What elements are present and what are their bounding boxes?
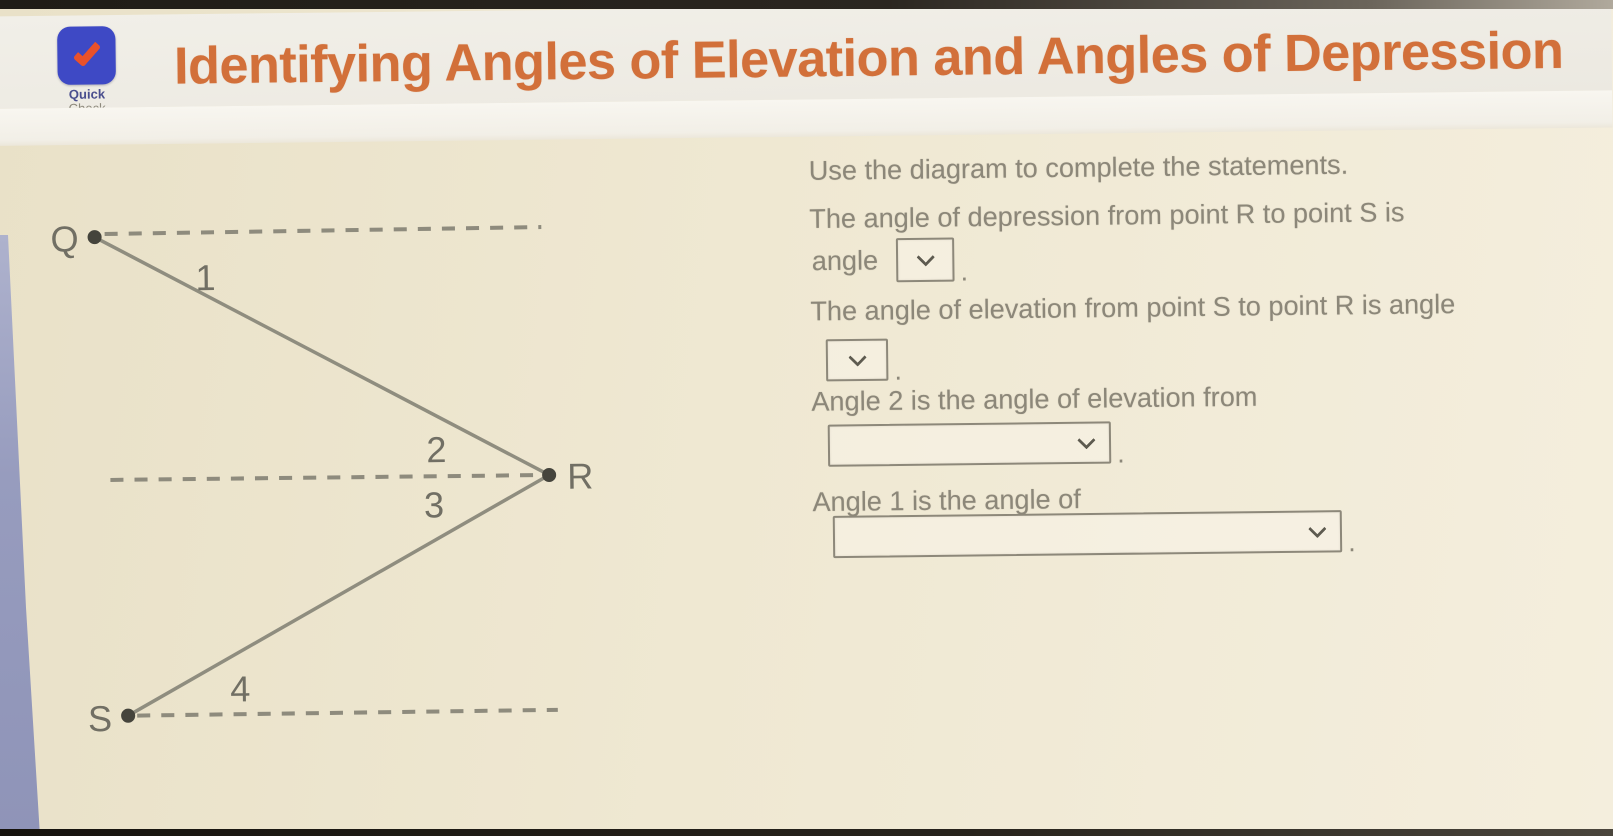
statement-2-period: .: [894, 355, 903, 386]
statement-2-answer-row: [826, 338, 903, 386]
angles-diagram: [33, 139, 663, 799]
checkmark-icon: [72, 38, 100, 68]
statement-3-answer-row: [828, 421, 1125, 467]
point-r-label: R: [566, 455, 594, 497]
statement-1-prefix: angle: [811, 244, 879, 276]
chevron-down-icon: [1077, 431, 1095, 449]
statement-2-text: The angle of elevation from point S to point R is angle: [810, 288, 1456, 327]
chevron-down-icon: [1308, 519, 1326, 537]
point-q-label: Q: [50, 218, 79, 260]
statement-4-answer-row: [833, 510, 1356, 558]
angle-of-elevation-select[interactable]: [826, 339, 889, 382]
point-s-dot: [121, 709, 135, 723]
statement-3-period: .: [1117, 438, 1125, 469]
statement-4-period: .: [1347, 527, 1356, 558]
screen-bezel-top: [0, 0, 1613, 9]
angle-4-label: 4: [230, 668, 251, 710]
statement-1-answer-row: [811, 237, 969, 287]
angle2-elevation-from-select[interactable]: [828, 421, 1112, 466]
page-title: Identifying Angles of Elevation and Angles of Depression: [173, 21, 1564, 96]
point-q-dot: [87, 230, 101, 244]
point-r-dot: [542, 468, 556, 482]
chevron-down-icon: [916, 248, 934, 266]
horizontal-dashed-from-q: [105, 227, 542, 234]
horizontal-dashed-from-r: [110, 475, 537, 480]
angle-1-label: 1: [195, 256, 216, 299]
check-badge-icon: [57, 26, 116, 85]
quick-check-logo: [48, 26, 125, 116]
chevron-down-icon: [848, 348, 866, 366]
angle1-type-select[interactable]: [833, 510, 1342, 558]
questions-panel: [809, 142, 1607, 583]
segment-qr: [95, 232, 550, 480]
point-s-label: S: [87, 697, 113, 740]
angle-3-label: 3: [423, 484, 445, 526]
horizontal-dashed-from-s: [137, 710, 558, 716]
instructions-text: Use the diagram to complete the statements.: [808, 149, 1349, 186]
statement-1-text: The angle of depression from point R to point S is: [809, 197, 1405, 235]
angle-of-depression-select[interactable]: [896, 237, 955, 282]
statement-4-text: Angle 1 is the angle of: [812, 484, 1081, 518]
logo-caption-top: Quick: [68, 86, 106, 102]
angle-2-label: 2: [426, 429, 447, 471]
statement-3-text: Angle 2 is the angle of elevation from: [811, 381, 1258, 417]
segment-rs: [125, 475, 551, 716]
statement-1-period: .: [960, 256, 969, 287]
screen-bezel-bottom: [0, 829, 1613, 836]
